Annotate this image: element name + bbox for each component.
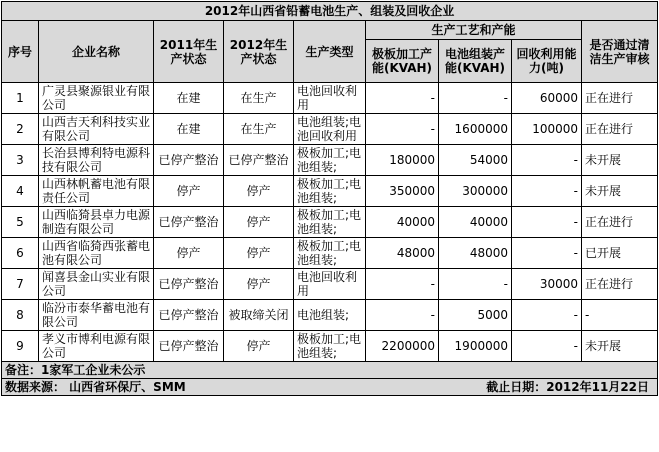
cell-status-2011: 已停产整治: [154, 207, 224, 238]
cell-company: 山西林帆蓄电池有限责任公司: [39, 176, 154, 207]
cell-type: 极板加工;电池组装;: [294, 238, 366, 269]
table-row: [2, 238, 658, 269]
header-recycle: 回收利用能力(吨): [512, 40, 582, 83]
cell-clean-audit: 未开展: [582, 145, 658, 176]
cell-clean-audit: 已开展: [582, 238, 658, 269]
cell-status-2012: 在生产: [224, 114, 294, 145]
report-sheet: [1, 1, 657, 450]
cell-seq: 3: [2, 145, 39, 176]
table-row: [2, 207, 658, 238]
table-body: [2, 83, 658, 362]
header-status-2012: 2012年生产状态: [224, 21, 294, 83]
cell-clean-audit: 未开展: [582, 176, 658, 207]
cell-status-2012: 停产: [224, 238, 294, 269]
cell-seq: 2: [2, 114, 39, 145]
cell-company: 山西省临猗西张蓄电池有限公司: [39, 238, 154, 269]
cell-plate-capacity: 40000: [366, 207, 439, 238]
cell-plate-capacity: -: [366, 114, 439, 145]
cell-plate-capacity: 2200000: [366, 331, 439, 362]
header-status-2011: 2011年生产状态: [154, 21, 224, 83]
cell-type: 电池回收利用: [294, 83, 366, 114]
cell-company: 临汾市泰华蓄电池有限公司: [39, 300, 154, 331]
cell-recycle-capacity: 100000: [512, 114, 582, 145]
cell-company: 闻喜县金山实业有限公司: [39, 269, 154, 300]
cell-assembly-capacity: -: [439, 83, 512, 114]
table-row: [2, 269, 658, 300]
cell-status-2011: 已停产整治: [154, 331, 224, 362]
table-title: 2012年山西省铅蓄电池生产、组装及回收企业: [2, 2, 658, 21]
cell-assembly-capacity: 40000: [439, 207, 512, 238]
table-row: [2, 83, 658, 114]
cell-type: 电池组装;电池回收利用: [294, 114, 366, 145]
cell-plate-capacity: -: [366, 269, 439, 300]
cell-status-2011: 在建: [154, 83, 224, 114]
cell-plate-capacity: 180000: [366, 145, 439, 176]
cell-type: 极板加工;电池组装;: [294, 176, 366, 207]
cell-assembly-capacity: 5000: [439, 300, 512, 331]
table-row: [2, 331, 658, 362]
cell-assembly-capacity: 300000: [439, 176, 512, 207]
cell-assembly-capacity: -: [439, 269, 512, 300]
cell-status-2012: 停产: [224, 176, 294, 207]
cell-assembly-capacity: 48000: [439, 238, 512, 269]
cell-clean-audit: 正在进行: [582, 83, 658, 114]
cell-recycle-capacity: -: [512, 176, 582, 207]
cell-status-2011: 在建: [154, 114, 224, 145]
cell-recycle-capacity: -: [512, 145, 582, 176]
cell-plate-capacity: -: [366, 300, 439, 331]
cell-status-2011: 停产: [154, 238, 224, 269]
cell-clean-audit: 正在进行: [582, 207, 658, 238]
cell-status-2011: 停产: [154, 176, 224, 207]
note: 备注：1家军工企业未公示: [2, 362, 658, 379]
cell-company: 孝义市博利电源有限公司: [39, 331, 154, 362]
cell-company: 广灵县聚源银业有限公司: [39, 83, 154, 114]
cell-status-2012: 在生产: [224, 83, 294, 114]
cell-seq: 1: [2, 83, 39, 114]
cell-status-2011: 已停产整治: [154, 269, 224, 300]
cell-recycle-capacity: -: [512, 300, 582, 331]
cell-company: 长治县博利特电源科技有限公司: [39, 145, 154, 176]
cell-seq: 4: [2, 176, 39, 207]
cell-recycle-capacity: -: [512, 238, 582, 269]
cell-clean-audit: 正在进行: [582, 269, 658, 300]
header-company: 企业名称: [39, 21, 154, 83]
table-row: [2, 176, 658, 207]
cell-plate-capacity: -: [366, 83, 439, 114]
cell-clean-audit: -: [582, 300, 658, 331]
data-source: 数据来源： 山西省环保厅、SMM: [2, 379, 366, 396]
cell-plate-capacity: 48000: [366, 238, 439, 269]
header-type: 生产类型: [294, 21, 366, 83]
cell-status-2012: 已停产整治: [224, 145, 294, 176]
cell-type: 极板加工;电池组装;: [294, 207, 366, 238]
table-row: [2, 114, 658, 145]
header-capacity-group: 生产工艺和产能: [366, 21, 582, 40]
cell-clean-audit: 正在进行: [582, 114, 658, 145]
cell-assembly-capacity: 1600000: [439, 114, 512, 145]
header-assembly: 电池组装产能(KVAH): [439, 40, 512, 83]
cell-clean-audit: 未开展: [582, 331, 658, 362]
cell-recycle-capacity: -: [512, 207, 582, 238]
table-row: [2, 300, 658, 331]
cell-recycle-capacity: 30000: [512, 269, 582, 300]
cell-status-2012: 停产: [224, 331, 294, 362]
table-row: [2, 145, 658, 176]
cell-type: 极板加工;电池组装;: [294, 331, 366, 362]
deadline: 截止日期：2012年11月22日: [366, 379, 658, 396]
cell-recycle-capacity: 60000: [512, 83, 582, 114]
cell-status-2011: 已停产整治: [154, 300, 224, 331]
cell-seq: 7: [2, 269, 39, 300]
cell-type: 电池组装;: [294, 300, 366, 331]
cell-type: 极板加工;电池组装;: [294, 145, 366, 176]
cell-status-2012: 被取缔关闭: [224, 300, 294, 331]
cell-status-2012: 停产: [224, 207, 294, 238]
cell-status-2012: 停产: [224, 269, 294, 300]
header-clean: 是否通过清洁生产审核: [582, 21, 658, 83]
header-plate: 极板加工产能(KVAH): [366, 40, 439, 83]
cell-seq: 8: [2, 300, 39, 331]
cell-seq: 9: [2, 331, 39, 362]
cell-seq: 5: [2, 207, 39, 238]
header-seq: 序号: [2, 21, 39, 83]
cell-seq: 6: [2, 238, 39, 269]
cell-recycle-capacity: -: [512, 331, 582, 362]
enterprise-table: [1, 1, 658, 396]
cell-assembly-capacity: 1900000: [439, 331, 512, 362]
cell-company: 山西临猗县卓力电源制造有限公司: [39, 207, 154, 238]
cell-company: 山西吉天利科技实业有限公司: [39, 114, 154, 145]
cell-plate-capacity: 350000: [366, 176, 439, 207]
cell-type: 电池回收利用: [294, 269, 366, 300]
cell-assembly-capacity: 54000: [439, 145, 512, 176]
cell-status-2011: 已停产整治: [154, 145, 224, 176]
